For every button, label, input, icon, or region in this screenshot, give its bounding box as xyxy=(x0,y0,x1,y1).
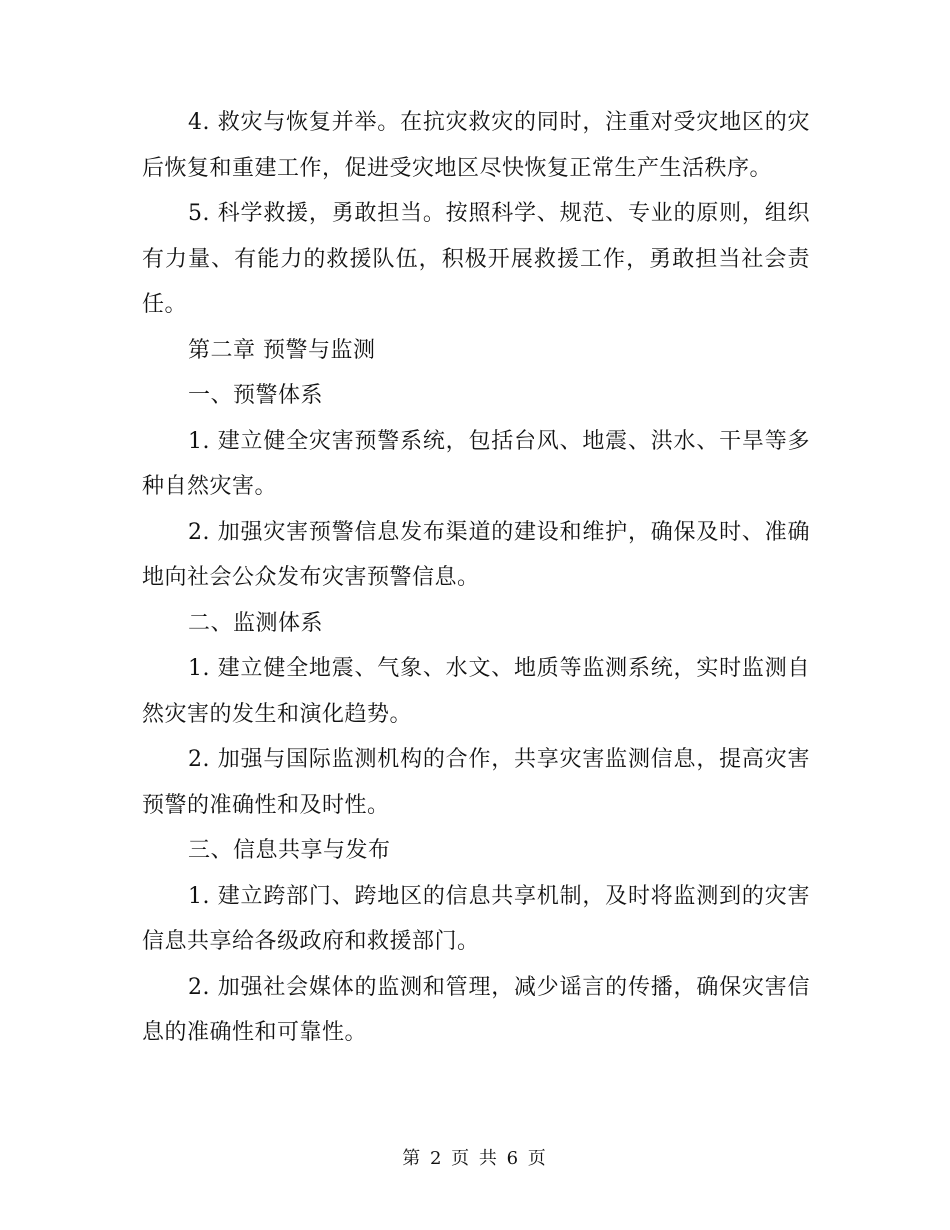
chapter-heading: 第二章 预警与监测 xyxy=(188,337,376,363)
paragraph-principle-4: 4. 救灾与恢复并举。在抗灾救灾的同时，注重对受灾地区的灾后恢复和重建工作，促进受灾地区尽快恢复正常生产生活秩序。 xyxy=(142,110,810,181)
paragraph-sharing-1: 1. 建立跨部门、跨地区的信息共享机制，及时将监测到的灾害信息共享给各级政府和救援部门。 xyxy=(142,883,810,954)
paragraph-warning-1: 1. 建立健全灾害预警系统，包括台风、地震、洪水、干旱等多种自然灾害。 xyxy=(142,428,810,499)
paragraph-sharing-2: 2. 加强社会媒体的监测和管理，减少谣言的传播，确保灾害信息的准确性和可靠性。 xyxy=(142,974,810,1045)
paragraph-monitoring-1: 1. 建立健全地震、气象、水文、地质等监测系统，实时监测自然灾害的发生和演化趋势。 xyxy=(142,656,810,727)
document-body xyxy=(142,100,810,1056)
section-heading-info-sharing: 三、信息共享与发布 xyxy=(188,838,391,863)
section-heading-monitoring-system: 二、监测体系 xyxy=(188,610,324,636)
paragraph-warning-2: 2. 加强灾害预警信息发布渠道的建设和维护，确保及时、准确地向社会公众发布灾害预警信息。 xyxy=(142,519,810,590)
section-heading-warning-system: 一、预警体系 xyxy=(188,383,324,408)
paragraph-monitoring-2: 2. 加强与国际监测机构的合作，共享灾害监测信息，提高灾害预警的准确性和及时性。 xyxy=(142,747,810,818)
page-number-footer: 第 2 页 共 6 页 xyxy=(402,1148,548,1169)
paragraph-principle-5: 5. 科学救援，勇敢担当。按照科学、规范、专业的原则，组织有力量、有能力的救援队伍，积极开展救援工作，勇敢担当社会责任。 xyxy=(142,201,810,317)
